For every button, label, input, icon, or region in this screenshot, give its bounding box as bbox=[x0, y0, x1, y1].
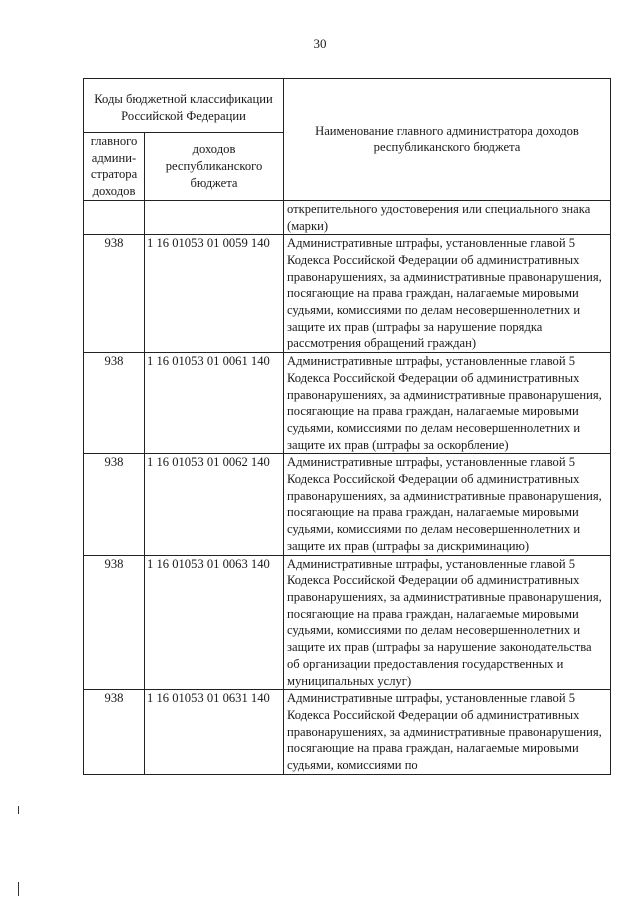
budget-classification-table bbox=[83, 78, 611, 775]
table-row bbox=[84, 690, 611, 775]
table-row bbox=[84, 353, 611, 454]
cell-admin-code: 938 bbox=[84, 690, 145, 775]
cell-name: Административные штрафы, установленные главой 5 Кодекса Российской Федерации об административных правонарушениях, за административные правонарушения, посягающие на права граждан, налагаемые мировыми судьями, комиссиями по делам несовершеннолетних и защите их прав (штрафы за нарушение порядка рассмотрения обращений граждан) bbox=[284, 235, 611, 353]
cell-name: Административные штрафы, установленные главой 5 Кодекса Российской Федерации об административных правонарушениях, за административные правонарушения, посягающие на права граждан, налагаемые мировыми судьями, комиссиями по делам несовершеннолетних и защите их прав (штрафы за нарушение законодательства об организации предоставления государственных и муниципальных услуг) bbox=[284, 555, 611, 690]
table-row bbox=[84, 235, 611, 353]
cell-admin-code: 938 bbox=[84, 235, 145, 353]
table-row bbox=[84, 454, 611, 555]
scan-margin-mark bbox=[18, 806, 19, 814]
cell-kbk: 1 16 01053 01 0062 140 bbox=[145, 454, 284, 555]
header-codes-group: Коды бюджетной классификации Российской Федерации bbox=[84, 79, 284, 133]
header-admin-code: главного админи-стратора доходов bbox=[84, 133, 145, 201]
cell-admin-code: 938 bbox=[84, 555, 145, 690]
cell-admin-code: 938 bbox=[84, 454, 145, 555]
cell-kbk: 1 16 01053 01 0061 140 bbox=[145, 353, 284, 454]
header-income-code: доходов республиканского бюджета bbox=[145, 133, 284, 201]
cell-kbk: 1 16 01053 01 0059 140 bbox=[145, 235, 284, 353]
scan-margin-mark bbox=[18, 882, 19, 896]
cell-name: Административные штрафы, установленные главой 5 Кодекса Российской Федерации об административных правонарушениях, за административные правонарушения, посягающие на права граждан, налагаемые мировыми судьями, комиссиями по bbox=[284, 690, 611, 775]
cell-name: Административные штрафы, установленные главой 5 Кодекса Российской Федерации об административных правонарушениях, за административные правонарушения, посягающие на права граждан, налагаемые мировыми судьями, комиссиями по делам несовершеннолетних и защите их прав (штрафы за оскорбление) bbox=[284, 353, 611, 454]
cell-kbk: 1 16 01053 01 0063 140 bbox=[145, 555, 284, 690]
cell-admin-code: 938 bbox=[84, 353, 145, 454]
table-row-continuation bbox=[84, 200, 611, 234]
cell-name: Административные штрафы, установленные главой 5 Кодекса Российской Федерации об административных правонарушениях, за административные правонарушения, посягающие на права граждан, налагаемые мировыми судьями, комиссиями по делам несовершеннолетних и защите их прав (штрафы за дискриминацию) bbox=[284, 454, 611, 555]
page-number: 30 bbox=[313, 36, 327, 51]
cell-name: открепительного удостоверения или специального знака (марки) bbox=[284, 200, 611, 234]
table-row bbox=[84, 555, 611, 690]
cell-kbk bbox=[145, 200, 284, 234]
header-administrator-name: Наименование главного администратора доходов республиканского бюджета bbox=[284, 79, 611, 201]
cell-admin-code bbox=[84, 200, 145, 234]
cell-kbk: 1 16 01053 01 0631 140 bbox=[145, 690, 284, 775]
